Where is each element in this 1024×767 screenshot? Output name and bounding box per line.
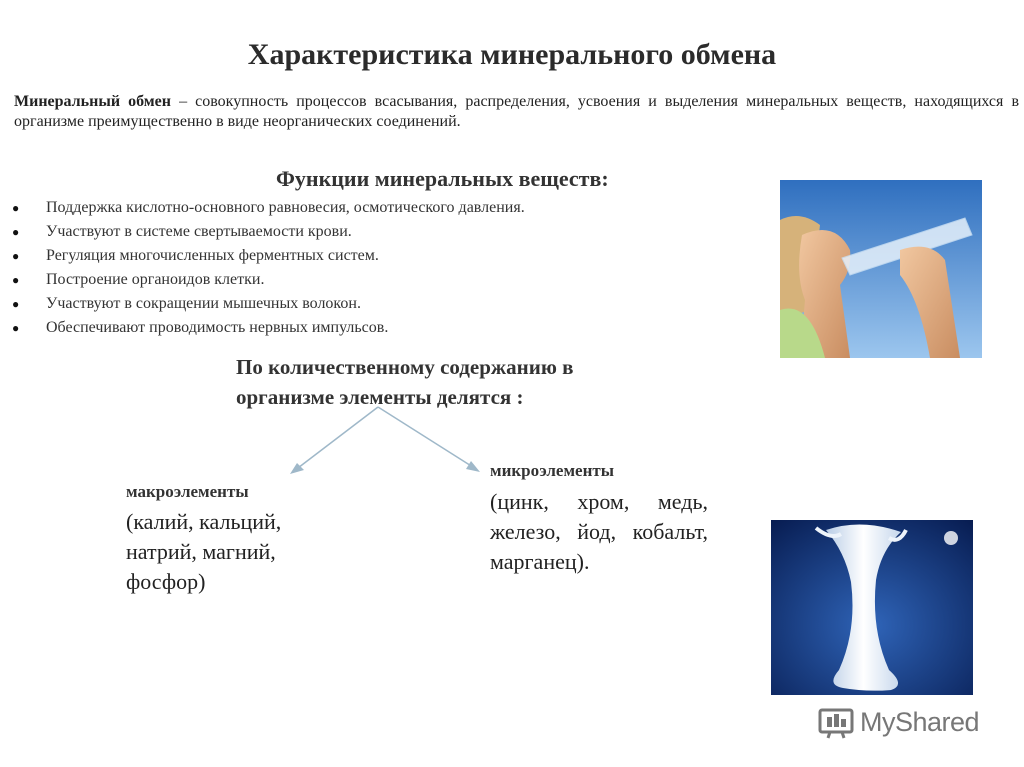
slide-title: Характеристика минерального обмена	[247, 38, 777, 71]
definition-paragraph	[14, 92, 1019, 132]
myshared-watermark	[818, 702, 979, 742]
definition-term: Минеральный обмен	[14, 93, 172, 110]
function-item-text: Обеспечивают проводимость нервных импульсов.	[46, 319, 389, 336]
bullet-icon: ●	[12, 321, 20, 335]
bullet-icon: ●	[12, 225, 20, 239]
micro-elements: (цинк, хром, медь, железо, йод, кобальт, марганец).	[490, 489, 708, 574]
function-item-text: Построение органоидов клетки.	[46, 271, 265, 288]
functions-list	[8, 196, 525, 340]
macro-elements: (калий, кальций, натрий, магний, фосфор)	[126, 509, 282, 594]
arrow-right	[378, 407, 476, 469]
bullet-icon: ●	[12, 273, 20, 287]
classification-heading: По количественному содержанию в организме элементы делятся :	[236, 355, 574, 409]
definition-text: – совокупность процессов всасывания, распределения, усвоения и выделения минеральных веществ, находящихся в организме преимущественно в виде неорганических соединений.	[14, 93, 1019, 130]
woman-drinking-water-photo	[780, 180, 982, 358]
bullet-icon: ●	[12, 297, 20, 311]
watermark-text: MyShared	[860, 706, 980, 737]
function-item-text: Участвуют в системе свертываемости крови.	[46, 223, 352, 240]
list-item	[8, 316, 525, 340]
functions-heading: Функции минеральных веществ:	[276, 166, 609, 191]
myshared-logo-icon	[818, 704, 854, 740]
list-item	[8, 220, 525, 244]
list-item	[8, 196, 525, 220]
macro-title: макроэлементы	[126, 482, 249, 501]
list-item	[8, 268, 525, 292]
branch-arrows	[280, 405, 490, 485]
bullet-icon: ●	[12, 201, 20, 215]
bullet-icon: ●	[12, 249, 20, 263]
milk-splash-bone-photo	[771, 520, 973, 695]
function-item-text: Регуляция многочисленных ферментных систем.	[46, 247, 379, 264]
function-item-text: Участвуют в сокращении мышечных волокон.	[46, 295, 361, 312]
function-item-text: Поддержка кислотно-основного равновесия, осмотического давления.	[46, 199, 525, 216]
arrow-left	[294, 407, 378, 471]
arrowhead-right-icon	[466, 461, 480, 472]
micro-title: микроэлементы	[490, 461, 614, 480]
list-item	[8, 244, 525, 268]
list-item	[8, 292, 525, 316]
